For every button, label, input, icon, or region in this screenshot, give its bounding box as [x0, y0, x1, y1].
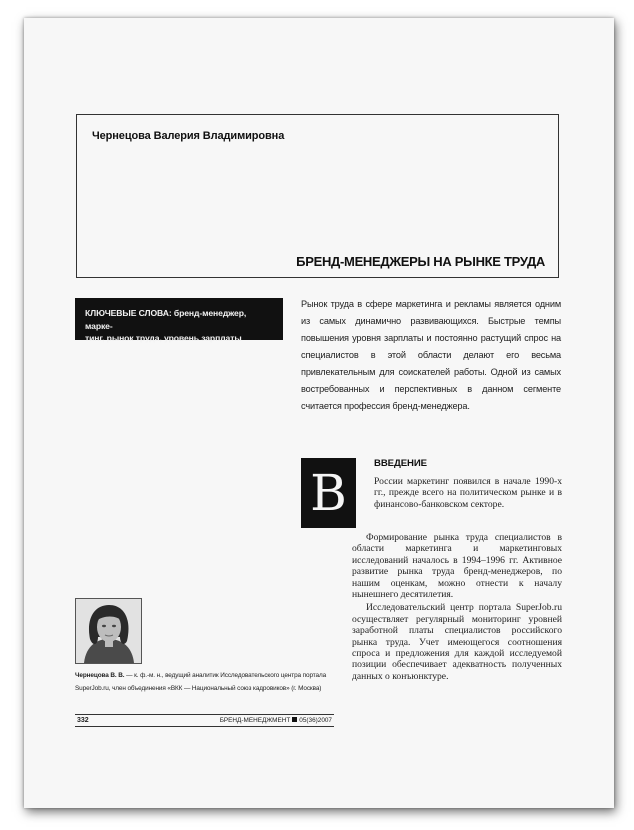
author-bio: [75, 670, 337, 695]
author-photo: [75, 598, 142, 664]
square-bullet-icon: [292, 717, 297, 722]
issue-number: 05(36)2007: [299, 717, 332, 724]
keywords-line-2: тинг, рынок труда, уровень зарплаты: [85, 333, 242, 343]
author-bio-text: — к. ф.-м. н., ведущий аналитик Исследовательского центра портала SuperJob.ru, член объединения «ВКК — Национальный союз кадровиков» (г. Москва): [75, 672, 327, 692]
journal-info: [220, 715, 332, 726]
journal-page: [24, 18, 614, 808]
body-paragraph-1: России маркетинг появился в начале 1990-х гг., прежде всего на политическом рынке и в финансово-банковском секторе.: [374, 476, 562, 510]
author-bio-name: Чернецова В. В.: [75, 672, 125, 679]
keywords-box: [75, 298, 283, 343]
intro-paragraph: Рынок труда в сфере маркетинга и рекламы является одним из самых динамично развивающихся. Быстрые темпы повышения уровня зарплаты и постоянно растущий спрос на специалистов в этой области делают его весьма привлекательным для соискателей работы. Одной из самых востребованных и перспективных в данном сегменте считается профессия бренд-менеджера.: [301, 299, 561, 411]
author-portrait-icon: [76, 599, 141, 663]
body-paragraph-2: Формирование рынка труда специалистов в области маркетинга и маркетинговых исследований началось в 1994–1996 гг. Активное развитие рынка труда бренд-менеджеров, по нашим оценкам, можно отнести к началу нынешнего десятилетия.: [352, 532, 562, 601]
body-paragraph-3: Исследовательский центр портала SuperJob.ru осуществляет регулярный мониторинг уровней заработной платы специалистов российского рынка труда. Учет имеющегося соотношения спроса и предложения для каждой исследуемой позиции обеспечивает адекватность полученных данных о конъюнктуре.: [352, 602, 562, 682]
title-box: [76, 114, 559, 278]
drop-cap: В: [301, 458, 356, 528]
article-title: БРЕНД-МЕНЕДЖЕРЫ НА РЫНКЕ ТРУДА: [296, 254, 545, 269]
author-name: Чернецова Валерия Владимировна: [92, 130, 285, 142]
page-number: 332: [77, 717, 89, 724]
journal-name: БРЕНД-МЕНЕДЖМЕНТ: [219, 717, 291, 724]
section-heading: ВВЕДЕНИЕ: [374, 458, 427, 469]
body-text: [352, 532, 562, 682]
page-footer: [75, 714, 334, 727]
keywords-line-1: КЛЮЧЕВЫЕ СЛОВА: бренд-менеджер, марке-: [85, 308, 247, 331]
